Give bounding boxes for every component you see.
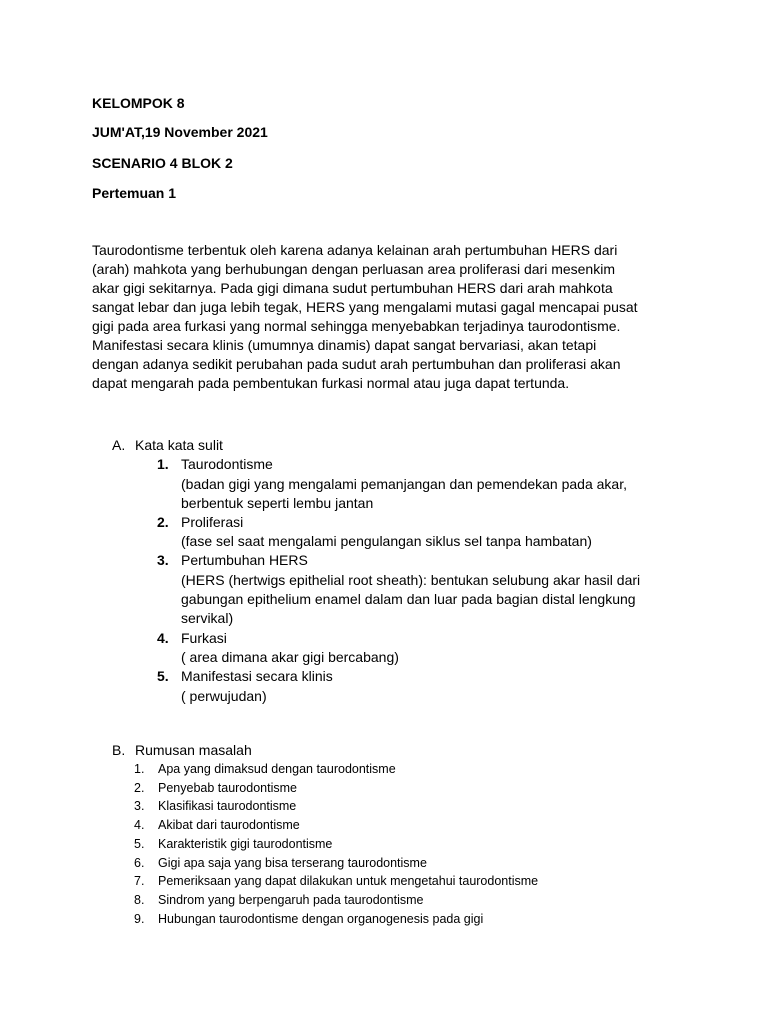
intro-line: sangat lebar dan juga lebih tegak, HERS yang mengalami mutasi gagal mencapai pusat (92, 299, 638, 315)
section-b-marker: B. (112, 742, 126, 758)
section-a-label: Kata kata sulit (135, 437, 223, 453)
intro-line: dapat mengarah pada pembentukan furkasi normal atau juga dapat tertunda. (92, 375, 570, 391)
item-text: Penyebab taurodontisme (158, 780, 297, 795)
section-a-marker: A. (112, 437, 126, 453)
item-term: Proliferasi (181, 514, 244, 530)
list-item (134, 835, 538, 854)
item-text: Gigi apa saja yang bisa terserang taurodontisme (158, 855, 427, 870)
item-description: ( perwujudan) (181, 688, 267, 704)
item-number: 5. (134, 836, 145, 851)
item-number: 2. (134, 780, 145, 795)
list-item (157, 551, 308, 570)
section-b-label: Rumusan masalah (135, 742, 252, 758)
item-term: Pertumbuhan HERS (181, 552, 308, 568)
scenario-heading: SCENARIO 4 BLOK 2 (92, 155, 233, 171)
list-item (134, 854, 538, 873)
item-text: Apa yang dimaksud dengan taurodontisme (158, 762, 396, 776)
list-item (134, 872, 538, 891)
item-number: 1. (134, 762, 145, 776)
item-description: berbentuk seperti lembu jantan (181, 495, 374, 511)
group-heading: KELOMPOK 8 (92, 95, 185, 111)
list-item (134, 760, 538, 779)
item-text: Klasifikasi taurodontisme (158, 799, 297, 814)
item-description: servikal) (181, 610, 234, 626)
item-number: 1. (157, 456, 169, 472)
list-item (134, 891, 538, 910)
problem-list (134, 760, 538, 928)
item-text: Pemeriksaan yang dapat dilakukan untuk mengetahui taurodontisme (158, 874, 539, 889)
item-number: 4. (134, 818, 145, 833)
item-number: 3. (134, 799, 145, 814)
item-text: Karakteristik gigi taurodontisme (158, 836, 333, 851)
item-number: 2. (157, 514, 169, 530)
list-item (157, 667, 333, 686)
item-term: Furkasi (181, 630, 227, 646)
item-text: Hubungan taurodontisme dengan organogenesis pada gigi (158, 911, 484, 926)
item-number: 9. (134, 911, 145, 926)
intro-line: akar gigi sekitarnya. Pada gigi dimana sudut pertumbuhan HERS dari arah mahkota (92, 280, 613, 296)
intro-paragraph (92, 241, 692, 393)
intro-line: Manifestasi secara klinis (umumnya dinamis) dapat sangat bervariasi, akan tetapi (92, 337, 597, 353)
item-description: (HERS (hertwigs epithelial root sheath): bentukan selubung akar hasil dari (181, 572, 641, 588)
item-number: 5. (157, 668, 169, 684)
item-description: (badan gigi yang mengalami pemanjangan dan pemendekan pada akar, (181, 476, 627, 492)
meeting-heading: Pertemuan 1 (92, 185, 177, 201)
item-description: gabungan epithelium enamel dalam dan luar pada bagian distal lengkung (181, 591, 636, 607)
list-item (157, 513, 243, 532)
intro-line: Taurodontisme terbentuk oleh karena adanya kelainan arah pertumbuhan HERS dari (92, 242, 618, 258)
list-item (157, 455, 273, 474)
list-item (134, 816, 538, 835)
item-number: 6. (134, 855, 145, 870)
item-description: ( area dimana akar gigi bercabang) (181, 649, 399, 665)
item-text: Sindrom yang berpengaruh pada taurodontisme (158, 892, 424, 907)
intro-line: dengan adanya sedikit perubahan pada sudut arah pertumbuhan dan proliferasi akan (92, 356, 621, 372)
item-term: Manifestasi secara klinis (181, 668, 333, 684)
list-item (134, 779, 538, 798)
item-number: 4. (157, 630, 169, 646)
item-term: Taurodontisme (181, 456, 273, 472)
list-item (157, 629, 227, 648)
item-text: Akibat dari taurodontisme (158, 818, 300, 833)
list-item (134, 797, 538, 816)
item-number: 3. (157, 552, 169, 568)
intro-line: gigi pada area furkasi yang normal sehingga menyebabkan terjadinya taurodontisme. (92, 318, 621, 334)
section-b-title (112, 742, 252, 759)
date-heading: JUM'AT,19 November 2021 (92, 124, 268, 140)
item-number: 8. (134, 892, 145, 907)
item-number: 7. (134, 874, 145, 889)
intro-line: (arah) mahkota yang berhubungan dengan perluasan area proliferasi dari mesenkim (92, 261, 615, 277)
list-item (134, 910, 538, 929)
item-description: (fase sel saat mengalami pengulangan siklus sel tanpa hambatan) (181, 533, 592, 549)
section-a-title (112, 437, 223, 454)
